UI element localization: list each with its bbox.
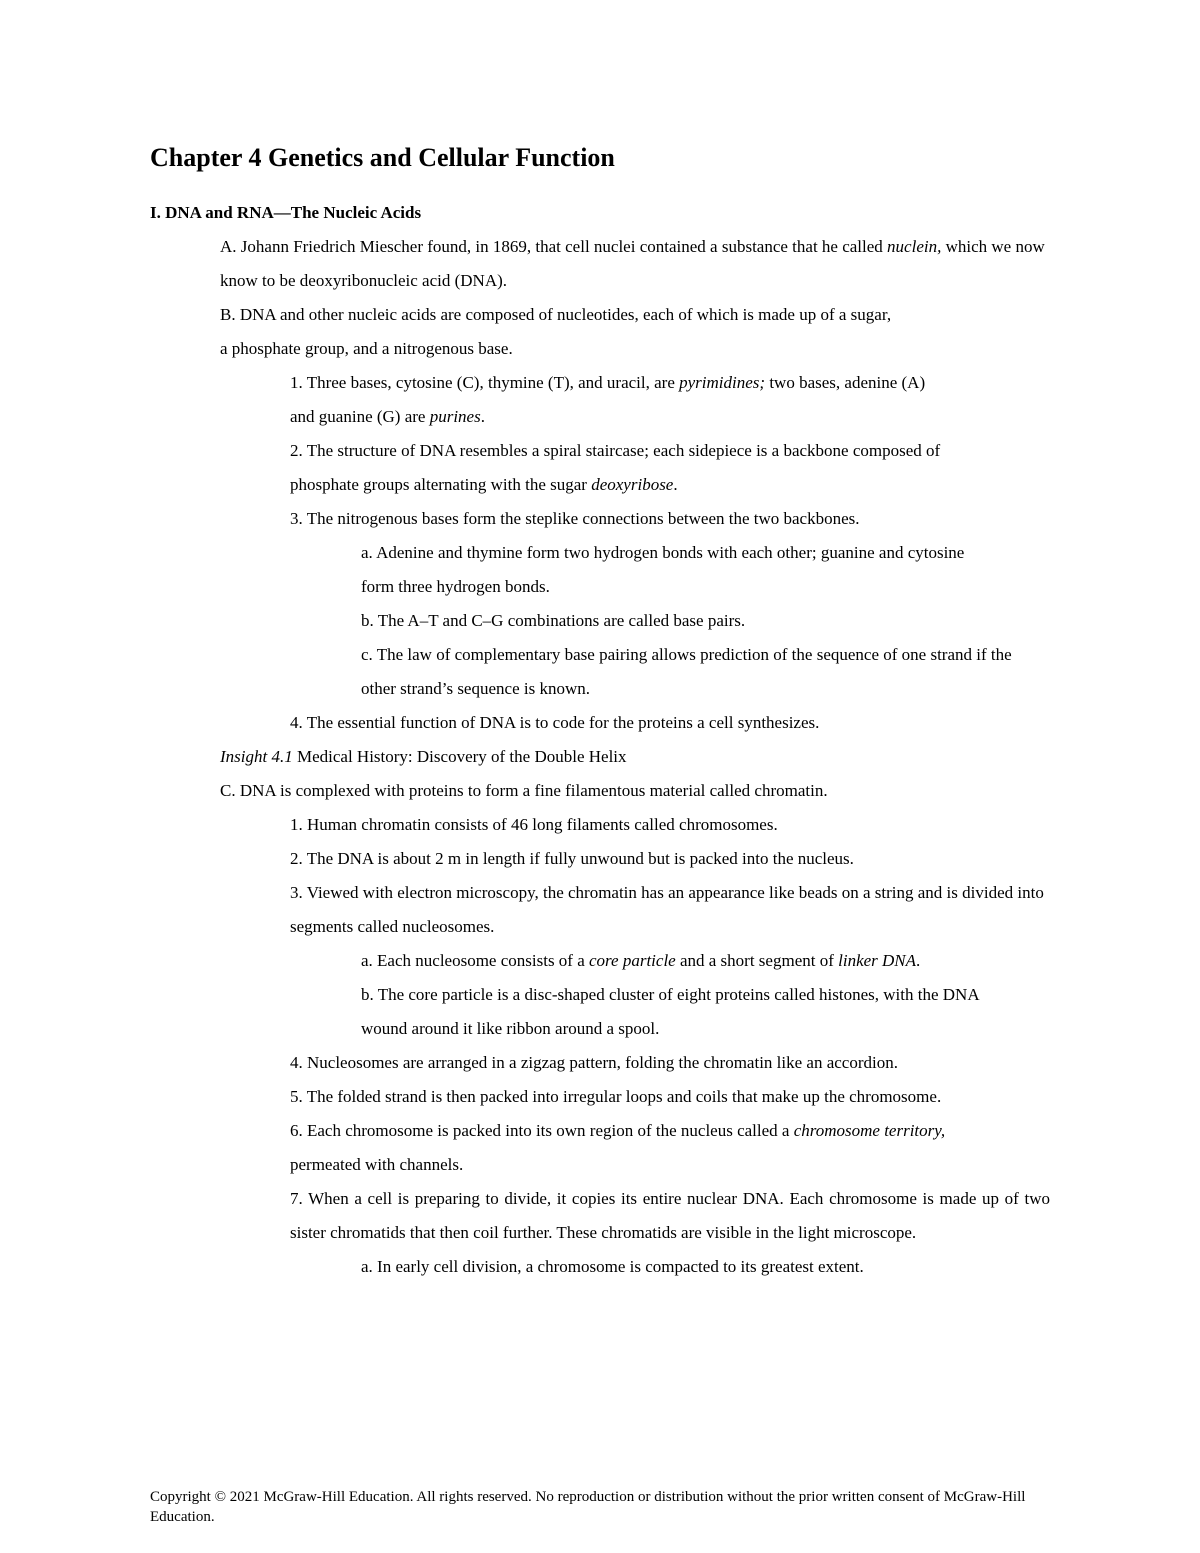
term-linker-dna: linker DNA	[838, 951, 917, 970]
chapter-title: Chapter 4 Genetics and Cellular Function	[150, 143, 615, 172]
outline-item-C3b: b. The core particle is a disc-shaped cluster of eight proteins called histones, with the DNA wound around it like ribbon around a spool.	[361, 985, 979, 1038]
term-core-particle: core particle	[589, 951, 676, 970]
outline-item-C: C. DNA is complexed with proteins to form a fine filamentous material called chromatin.	[220, 781, 828, 800]
outline-item-B1: 1. Three bases, cytosine (C), thymine (T), and uracil, are pyrimidines; two bases, adenine (A) and guanine (G) are purines.	[290, 373, 926, 426]
outline-item-B3a: a. Adenine and thymine form two hydrogen bonds with each other; guanine and cytosine form three hydrogen bonds.	[361, 543, 965, 596]
outline-item-C2: 2. The DNA is about 2 m in length if fully unwound but is packed into the nucleus.	[290, 849, 854, 868]
copyright-footer: Copyright © 2021 McGraw-Hill Education. All rights reserved. No reproduction or distribution without the prior written consent of McGraw-Hill Education.	[150, 1489, 1026, 1525]
outline-item-A: A. Johann Friedrich Miescher found, in 1869, that cell nuclei contained a substance that he called nuclein, which we now know to be deoxyribonucleic acid (DNA).	[220, 237, 1045, 290]
outline-item-C1: 1. Human chromatin consists of 46 long filaments called chromosomes.	[290, 815, 778, 834]
outline-item-C4: 4. Nucleosomes are arranged in a zigzag pattern, folding the chromatin like an accordion.	[290, 1053, 898, 1072]
outline-item-C7a: a. In early cell division, a chromosome is compacted to its greatest extent.	[361, 1257, 864, 1276]
outline-item-B3: 3. The nitrogenous bases form the steplike connections between the two backbones.	[290, 509, 860, 528]
outline-item-B: B. DNA and other nucleic acids are composed of nucleotides, each of which is made up of a sugar, a phosphate group, and a nitrogenous base.	[220, 305, 892, 358]
outline-item-C5: 5. The folded strand is then packed into irregular loops and coils that make up the chromosome.	[290, 1087, 942, 1106]
term-pyrimidines: pyrimidines;	[679, 373, 766, 392]
outline-item-B3c: c. The law of complementary base pairing allows prediction of the sequence of one strand if the other strand’s sequence is known.	[361, 645, 1012, 698]
outline-item-C6: 6. Each chromosome is packed into its own region of the nucleus called a chromosome territory, permeated with channels.	[290, 1121, 946, 1174]
term-chromosome-territory: chromosome territory,	[793, 1121, 946, 1140]
term-deoxyribose: deoxyribose	[591, 475, 674, 494]
outline-item-B3b: b. The A–T and C–G combinations are called base pairs.	[361, 611, 746, 630]
outline-item-C3a: a. Each nucleosome consists of a core particle and a short segment of linker DNA.	[361, 951, 921, 970]
term-purines: purines	[429, 407, 481, 426]
outline-body	[0, 230, 1200, 1284]
section-heading: I. DNA and RNA—The Nucleic Acids	[150, 203, 422, 222]
outline-item-B4: 4. The essential function of DNA is to code for the proteins a cell synthesizes.	[290, 713, 820, 732]
outline-item-C3: 3. Viewed with electron microscopy, the chromatin has an appearance like beads on a string and is divided into segments called nucleosomes.	[290, 883, 1044, 936]
outline-item-B2: 2. The structure of DNA resembles a spiral staircase; each sidepiece is a backbone composed of phosphate groups alternating with the sugar deoxyribose.	[290, 441, 941, 494]
insight-reference: Insight 4.1 Medical History: Discovery of the Double Helix	[220, 747, 627, 766]
outline-item-C7: 7. When a cell is preparing to divide, it copies its entire nuclear DNA. Each chromosome is made up of two sister chromatids that then coil further. These chromatids are visible in the light microscope.	[290, 1189, 1050, 1242]
term-nuclein: nuclein,	[887, 237, 942, 256]
